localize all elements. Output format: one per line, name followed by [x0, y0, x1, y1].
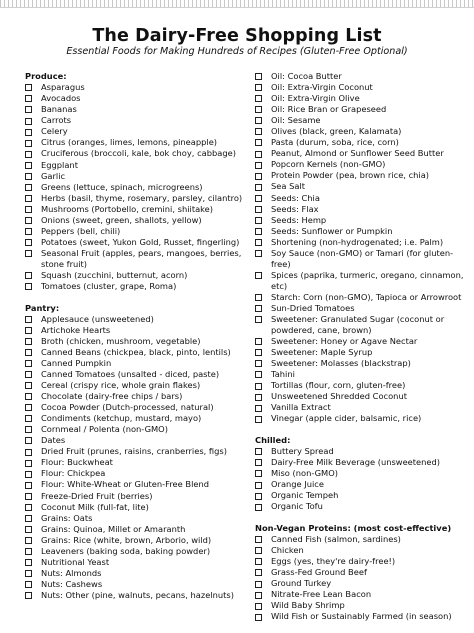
- item-label: Protein Powder (pea, brown rice, chia): [271, 170, 430, 181]
- section-items: [255, 534, 465, 622]
- checklist-item[interactable]: [25, 369, 253, 380]
- item-label: Nutritional Yeast: [41, 556, 110, 567]
- checkbox[interactable]: [255, 239, 262, 246]
- checkbox[interactable]: [255, 536, 262, 543]
- checklist-item[interactable]: [255, 193, 465, 204]
- item-label: Cocoa Powder (Dutch-processed, natural): [41, 402, 214, 413]
- item-label: Orange Juice: [271, 479, 324, 490]
- checkbox[interactable]: [255, 217, 262, 224]
- item-label: Nitrate-Free Lean Bacon: [271, 589, 372, 600]
- checklist-item[interactable]: [25, 535, 253, 546]
- checkbox[interactable]: [255, 73, 262, 80]
- item-label: Ground Turkey: [271, 578, 332, 589]
- section-title: Chilled:: [255, 435, 291, 445]
- checklist-item[interactable]: [25, 491, 253, 502]
- item-label: Chicken: [271, 545, 304, 556]
- item-label: Buttery Spread: [271, 446, 334, 457]
- checklist-item[interactable]: [25, 126, 253, 137]
- item-label: Dates: [41, 435, 66, 446]
- checklist-item[interactable]: [255, 347, 465, 358]
- checkbox[interactable]: [255, 106, 262, 113]
- checklist-item[interactable]: [25, 524, 253, 535]
- item-label: Flour: Buckwheat: [41, 457, 113, 468]
- checklist-item[interactable]: [25, 93, 253, 104]
- item-label: Peppers (bell, chili): [41, 225, 121, 236]
- checklist-item[interactable]: [255, 545, 465, 556]
- checkbox[interactable]: [255, 173, 262, 180]
- section-title: Non-Vegan Proteins: (most cost-effective): [255, 522, 452, 533]
- checklist-item[interactable]: [25, 270, 253, 281]
- checklist-item[interactable]: [255, 159, 465, 170]
- checkbox[interactable]: [25, 272, 32, 279]
- checklist-item[interactable]: [25, 424, 253, 435]
- item-label: Flour: White-Wheat or Gluten-Free Blend: [41, 479, 210, 490]
- item-label: Squash (zucchini, butternut, acorn): [41, 269, 188, 280]
- list-section: [25, 303, 253, 601]
- checklist-item[interactable]: [25, 513, 253, 524]
- checklist-item[interactable]: [25, 358, 253, 369]
- checkbox[interactable]: [25, 581, 32, 588]
- checklist-item[interactable]: [25, 137, 253, 148]
- checkbox[interactable]: [255, 614, 262, 621]
- checklist-item[interactable]: [255, 501, 465, 512]
- list-section: [255, 435, 465, 512]
- checkbox[interactable]: [25, 437, 32, 444]
- checkbox[interactable]: [25, 283, 32, 290]
- checklist-item[interactable]: [25, 115, 253, 126]
- checklist-item[interactable]: [25, 204, 253, 215]
- item-label: Grass-Fed Ground Beef: [271, 567, 367, 578]
- checklist-item[interactable]: [25, 347, 253, 358]
- item-label: Freeze-Dried Fruit (berries): [41, 490, 153, 501]
- section-items: [255, 446, 465, 512]
- item-label: Oil: Rice Bran or Grapeseed: [271, 104, 387, 115]
- item-label: Nuts: Other (pine, walnuts, pecans, hazelnuts): [41, 589, 234, 600]
- item-label: Oil: Cocoa Butter: [271, 71, 342, 81]
- checkbox[interactable]: [255, 569, 262, 576]
- checklist-item[interactable]: [255, 479, 465, 490]
- item-label: Mushrooms (Portobello, cremini, shiitake): [41, 203, 214, 214]
- checkbox[interactable]: [25, 316, 32, 323]
- section-items: [25, 314, 253, 601]
- checklist-item[interactable]: [255, 71, 465, 82]
- checklist-item[interactable]: [25, 182, 253, 193]
- checkbox[interactable]: [255, 470, 262, 477]
- checklist-item[interactable]: [255, 369, 465, 380]
- checklist-item[interactable]: [255, 446, 465, 457]
- checklist-item[interactable]: [255, 237, 465, 248]
- checklist-item[interactable]: [255, 148, 465, 159]
- checkbox[interactable]: [25, 173, 32, 180]
- section-title: Pantry:: [25, 302, 60, 313]
- item-label: Pasta (durum, soba, rice, corn): [271, 137, 399, 148]
- item-label: Vanilla Extract: [271, 402, 331, 413]
- checklist-item[interactable]: [25, 248, 253, 270]
- checklist-item[interactable]: [25, 557, 253, 568]
- item-label: Citrus (oranges, limes, lemons, pineapple): [41, 137, 218, 148]
- checkbox[interactable]: [25, 239, 32, 246]
- checkbox[interactable]: [25, 426, 32, 433]
- item-label: Dried Fruit (prunes, raisins, cranberries, figs): [41, 446, 227, 457]
- item-label: Organic Tempeh: [271, 490, 339, 501]
- item-label: Sea Salt: [271, 181, 306, 192]
- checkbox[interactable]: [25, 151, 32, 158]
- checkbox[interactable]: [25, 592, 32, 599]
- checkbox[interactable]: [25, 217, 32, 224]
- checkbox[interactable]: [25, 360, 32, 367]
- list-section: [25, 71, 253, 292]
- checkbox[interactable]: [25, 559, 32, 566]
- checklist-item[interactable]: [255, 589, 465, 600]
- list-section: [255, 71, 465, 425]
- item-label: Flour: Chickpea: [41, 468, 106, 479]
- checkbox[interactable]: [255, 151, 262, 158]
- item-label: Tortillas (flour, corn, gluten-free): [271, 380, 406, 391]
- item-label: Soy Sauce (non-GMO) or Tamari (for gluten-free): [271, 247, 454, 269]
- checkbox[interactable]: [25, 129, 32, 136]
- item-label: Broth (chicken, mushroom, vegetable): [41, 335, 201, 346]
- checklist-item[interactable]: [255, 468, 465, 479]
- checkbox[interactable]: [255, 195, 262, 202]
- checkbox[interactable]: [255, 493, 262, 500]
- checkbox[interactable]: [25, 504, 32, 511]
- checkbox[interactable]: [255, 482, 262, 489]
- checklist-item[interactable]: [25, 502, 253, 513]
- item-label: Onions (sweet, green, shallots, yellow): [41, 214, 202, 225]
- item-label: Dairy-Free Milk Beverage (unsweetened): [271, 457, 441, 468]
- checklist-item[interactable]: [255, 226, 465, 237]
- checkbox[interactable]: [25, 228, 32, 235]
- checkbox[interactable]: [25, 250, 32, 257]
- item-label: Seasonal Fruit (apples, pears, mangoes, berries, stone fruit): [41, 247, 242, 269]
- checklist-item[interactable]: [25, 413, 253, 424]
- checklist-item[interactable]: [25, 380, 253, 391]
- checklist-item[interactable]: [255, 556, 465, 567]
- item-label: Asparagus: [41, 82, 85, 93]
- item-label: Tomatoes (cluster, grape, Roma): [41, 281, 177, 292]
- item-label: Eggplant: [41, 159, 78, 170]
- checklist-item[interactable]: [255, 104, 465, 115]
- checklist-item[interactable]: [255, 611, 465, 622]
- checklist-item[interactable]: [25, 148, 253, 159]
- checklist-item[interactable]: [255, 358, 465, 369]
- checkbox[interactable]: [255, 581, 262, 588]
- item-label: Condiments (ketchup, mustard, mayo): [41, 413, 202, 424]
- checklist-item[interactable]: [255, 204, 465, 215]
- item-label: Sun-Dried Tomatoes: [271, 302, 355, 313]
- checklist-item[interactable]: [255, 380, 465, 391]
- item-label: Starch: Corn (non-GMO), Tapioca or Arrowroot: [271, 291, 462, 302]
- checklist-item[interactable]: [255, 93, 465, 104]
- item-label: Greens (lettuce, spinach, microgreens): [41, 181, 203, 192]
- checklist-item[interactable]: [25, 391, 253, 402]
- checklist-item[interactable]: [25, 446, 253, 457]
- item-label: Nuts: Almonds: [41, 567, 102, 578]
- checklist-item[interactable]: [25, 281, 253, 292]
- item-label: Olives (black, green, Kalamata): [271, 126, 402, 137]
- item-label: Sweetener: Molasses (blackstrap): [271, 358, 411, 369]
- item-label: Seeds: Hemp: [271, 214, 327, 225]
- item-label: Seeds: Flax: [271, 203, 319, 214]
- item-label: Seeds: Chia: [271, 192, 320, 203]
- checkbox[interactable]: [255, 294, 262, 301]
- checklist-item[interactable]: [255, 170, 465, 181]
- checklist-item[interactable]: [255, 391, 465, 402]
- checkbox[interactable]: [25, 338, 32, 345]
- checklist-item[interactable]: [255, 600, 465, 611]
- checklist-item[interactable]: [25, 546, 253, 557]
- checkbox[interactable]: [25, 382, 32, 389]
- item-label: Eggs (yes, they're dairy-free!): [271, 556, 396, 567]
- checklist-item[interactable]: [25, 479, 253, 490]
- checklist-item[interactable]: [25, 171, 253, 182]
- item-label: Organic Tofu: [271, 501, 323, 512]
- checklist-item[interactable]: [25, 237, 253, 248]
- checklist-item[interactable]: [255, 314, 465, 336]
- checkbox[interactable]: [25, 548, 32, 555]
- item-label: Grains: Quinoa, Millet or Amaranth: [41, 523, 186, 534]
- section-title: Produce:: [25, 71, 67, 81]
- checkbox[interactable]: [255, 547, 262, 554]
- item-label: Wild Fish or Sustainably Farmed (in season): [271, 611, 452, 622]
- checklist-item[interactable]: [255, 248, 465, 270]
- checkbox[interactable]: [25, 404, 32, 411]
- checkbox[interactable]: [25, 184, 32, 191]
- item-label: Miso (non-GMO): [271, 468, 338, 479]
- checkbox[interactable]: [255, 371, 262, 378]
- item-label: Tahini: [271, 369, 295, 380]
- checklist-item[interactable]: [255, 336, 465, 347]
- notebook-binding-edge: [0, 0, 474, 7]
- item-label: Cruciferous (broccoli, kale, bok choy, cabbage): [41, 148, 236, 159]
- item-label: Herbs (basil, thyme, rosemary, parsley, cilantro): [41, 192, 243, 203]
- checklist-item[interactable]: [255, 303, 465, 314]
- checklist-item[interactable]: [25, 568, 253, 579]
- checkbox[interactable]: [25, 415, 32, 422]
- checklist-item[interactable]: [25, 402, 253, 413]
- checkbox[interactable]: [25, 327, 32, 334]
- checkbox[interactable]: [255, 338, 262, 345]
- checklist-item[interactable]: [255, 270, 465, 292]
- checklist-item[interactable]: [255, 137, 465, 148]
- item-label: Nuts: Cashews: [41, 578, 103, 589]
- checkbox[interactable]: [255, 592, 262, 599]
- item-label: Wild Baby Shrimp: [271, 600, 345, 611]
- item-label: Oil: Extra-Virgin Olive: [271, 93, 360, 104]
- checkbox[interactable]: [25, 84, 32, 91]
- checkbox[interactable]: [255, 504, 262, 511]
- checkbox[interactable]: [255, 394, 262, 401]
- item-label: Spices (paprika, turmeric, oregano, cinnamon, etc): [271, 269, 464, 291]
- item-label: Unsweetened Shredded Coconut: [271, 391, 407, 402]
- checklist-item[interactable]: [25, 336, 253, 347]
- checkbox[interactable]: [255, 416, 262, 423]
- checkbox[interactable]: [25, 393, 32, 400]
- item-label: Grains: Rice (white, brown, Arborio, wild): [41, 534, 212, 545]
- checkbox[interactable]: [25, 371, 32, 378]
- item-label: Garlic: [41, 170, 66, 181]
- left-column: [25, 71, 253, 611]
- checkbox[interactable]: [255, 558, 262, 565]
- checkbox[interactable]: [255, 95, 262, 102]
- checklist-item[interactable]: [25, 104, 253, 115]
- checklist-item[interactable]: [255, 457, 465, 468]
- item-label: Vinegar (apple cider, balsamic, rice): [271, 413, 422, 424]
- notebook-binding-line: [0, 7, 474, 8]
- checklist-item[interactable]: [255, 578, 465, 589]
- checklist-item[interactable]: [255, 292, 465, 303]
- checklist-item[interactable]: [255, 567, 465, 578]
- checklist-item[interactable]: [25, 435, 253, 446]
- checkbox[interactable]: [255, 184, 262, 191]
- checkbox[interactable]: [25, 140, 32, 147]
- checkbox[interactable]: [25, 106, 32, 113]
- checklist-item[interactable]: [255, 82, 465, 93]
- right-column: [255, 71, 465, 633]
- item-label: Sweetener: Maple Syrup: [271, 347, 373, 358]
- checkbox[interactable]: [25, 118, 32, 125]
- checkbox[interactable]: [25, 537, 32, 544]
- checklist-item[interactable]: [25, 82, 253, 93]
- item-label: Chocolate (dairy-free chips / bars): [41, 391, 183, 402]
- checkbox[interactable]: [255, 383, 262, 390]
- item-label: Canned Tomatoes (unsalted - diced, paste): [41, 369, 220, 379]
- checkbox[interactable]: [255, 459, 262, 466]
- item-label: Celery: [41, 126, 68, 137]
- checklist-item[interactable]: [255, 534, 465, 545]
- item-label: Canned Beans (chickpea, black, pinto, lentils): [41, 346, 231, 357]
- item-label: Seeds: Sunflower or Pumpkin: [271, 225, 393, 236]
- section-items: [25, 82, 253, 292]
- item-label: Oil: Extra-Virgin Coconut: [271, 82, 373, 93]
- item-label: Avocados: [41, 93, 81, 104]
- checklist-item[interactable]: [25, 468, 253, 479]
- checkbox[interactable]: [25, 515, 32, 522]
- checklist-item[interactable]: [25, 193, 253, 204]
- checklist-item[interactable]: [255, 115, 465, 126]
- checkbox[interactable]: [255, 305, 262, 312]
- checkbox[interactable]: [25, 471, 32, 478]
- checkbox[interactable]: [255, 162, 262, 169]
- section-items: [255, 71, 465, 425]
- item-label: Cereal (crispy rice, whole grain flakes): [41, 380, 201, 391]
- item-label: Artichoke Hearts: [41, 324, 111, 335]
- checkbox[interactable]: [25, 449, 32, 456]
- item-label: Canned Fish (salmon, sardines): [271, 534, 401, 545]
- item-label: Sweetener: Granulated Sugar (coconut or powdered, cane, brown): [271, 314, 445, 336]
- checkbox[interactable]: [255, 603, 262, 610]
- item-label: Popcorn Kernels (non-GMO): [271, 159, 386, 170]
- checklist-item[interactable]: [25, 226, 253, 237]
- checkbox[interactable]: [255, 139, 262, 146]
- item-label: Peanut, Almond or Sunflower Seed Butter: [271, 148, 444, 159]
- checkbox[interactable]: [25, 95, 32, 102]
- item-label: Applesauce (unsweetened): [41, 313, 154, 324]
- checklist-item[interactable]: [25, 160, 253, 171]
- checkbox[interactable]: [25, 162, 32, 169]
- checkbox[interactable]: [255, 316, 262, 323]
- checkbox[interactable]: [255, 272, 262, 279]
- item-label: Bananas: [41, 104, 77, 115]
- checkbox[interactable]: [25, 349, 32, 356]
- checkbox[interactable]: [255, 448, 262, 455]
- item-label: Leaveners (baking soda, baking powder): [41, 545, 211, 556]
- item-label: Carrots: [41, 115, 72, 126]
- checklist-item[interactable]: [25, 457, 253, 468]
- page-title: The Dairy-Free Shopping List: [92, 26, 382, 46]
- checkbox[interactable]: [25, 206, 32, 213]
- checklist-item[interactable]: [25, 325, 253, 336]
- checkbox[interactable]: [255, 128, 262, 135]
- checkbox[interactable]: [25, 570, 32, 577]
- checkbox[interactable]: [255, 250, 262, 257]
- checklist-item[interactable]: [255, 181, 465, 192]
- checkbox[interactable]: [255, 84, 262, 91]
- checkbox[interactable]: [255, 360, 262, 367]
- checklist-item[interactable]: [25, 314, 253, 325]
- checkbox[interactable]: [25, 482, 32, 489]
- checkbox[interactable]: [255, 405, 262, 412]
- checklist-item[interactable]: [255, 402, 465, 413]
- item-label: Grains: Oats: [41, 512, 93, 523]
- item-label: Oil: Sesame: [271, 115, 321, 126]
- page-subtitle: Essential Foods for Making Hundreds of Recipes (Gluten-Free Optional): [66, 46, 408, 57]
- checklist-item[interactable]: [25, 579, 253, 590]
- checkbox[interactable]: [255, 117, 262, 124]
- checkbox[interactable]: [255, 228, 262, 235]
- item-label: Potatoes (sweet, Yukon Gold, Russet, fingerling): [41, 236, 240, 247]
- item-label: Sweetener: Honey or Agave Nectar: [271, 336, 418, 347]
- item-label: Canned Pumpkin: [41, 357, 112, 368]
- checklist-item[interactable]: [25, 215, 253, 226]
- checkbox[interactable]: [255, 349, 262, 356]
- checklist-item[interactable]: [255, 215, 465, 226]
- checkbox[interactable]: [255, 206, 262, 213]
- checklist-item[interactable]: [255, 413, 465, 424]
- checkbox[interactable]: [25, 493, 32, 500]
- checklist-item[interactable]: [25, 590, 253, 601]
- checklist-item[interactable]: [255, 126, 465, 137]
- checkbox[interactable]: [25, 195, 32, 202]
- item-label: Cornmeal / Polenta (non-GMO): [41, 424, 168, 435]
- checklist-item[interactable]: [255, 490, 465, 501]
- checkbox[interactable]: [25, 526, 32, 533]
- item-label: Shortening (non-hydrogenated; i.e. Palm): [271, 236, 444, 247]
- checkbox[interactable]: [25, 460, 32, 467]
- item-label: Coconut Milk (full-fat, lite): [41, 501, 149, 512]
- list-section: [255, 523, 465, 623]
